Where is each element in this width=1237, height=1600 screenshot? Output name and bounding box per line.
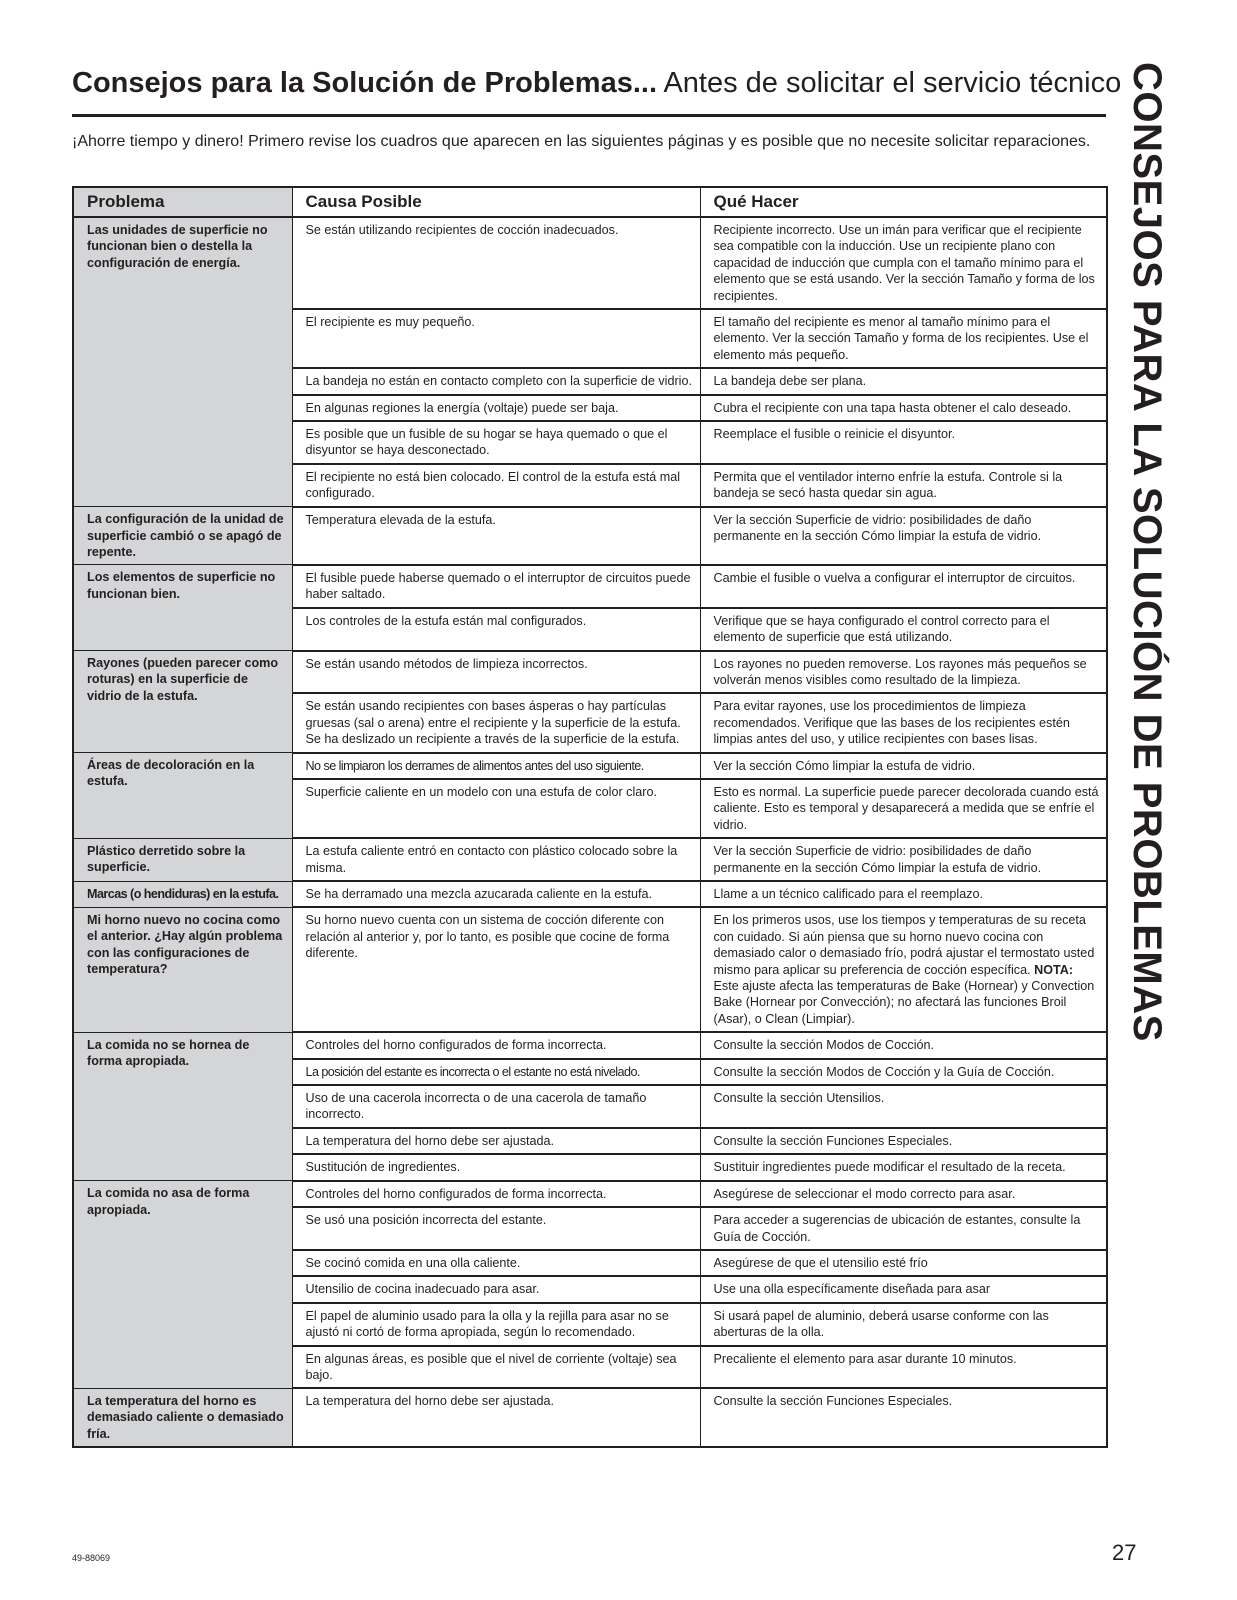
- header-que-hacer: Qué Hacer: [700, 187, 1107, 217]
- action-cell: Precaliente el elemento para asar durante 10 minutos.: [700, 1346, 1107, 1389]
- cause-cell: La temperatura del horno debe ser ajustada.: [292, 1388, 700, 1447]
- action-cell: Consulte la sección Funciones Especiales.: [700, 1128, 1107, 1154]
- action-text: Este ajuste afecta las temperaturas de Bake (Hornear) y Convection Bake (Hornear por Convección); no afectará las funciones Broil (Asar), o Clean (Limpiar).: [713, 979, 1095, 1026]
- table-row: [73, 651, 1107, 694]
- troubleshooting-table: [72, 186, 1108, 1448]
- cause-cell: La bandeja no están en contacto completo con la superficie de vidrio.: [292, 368, 700, 394]
- cause-cell: Es posible que un fusible de su hogar se haya quemado o que el disyuntor se haya desconectado.: [292, 421, 700, 464]
- page-title: [72, 64, 1122, 102]
- cause-cell: Sustitución de ingredientes.: [292, 1154, 700, 1180]
- action-cell: Para evitar rayones, use los procedimientos de limpieza recomendados. Verifique que las bases de los recipientes estén limpias antes del uso, y utilice recipientes con bases lisas.: [700, 693, 1107, 752]
- action-cell: Ver la sección Superficie de vidrio: posibilidades de daño permanente en la sección Cómo limpiar la estufa de vidrio.: [700, 507, 1107, 565]
- cause-cell: El fusible puede haberse quemado o el interruptor de circuitos puede haber saltado.: [292, 565, 700, 608]
- action-cell: Use una olla específicamente diseñada para asar: [700, 1276, 1107, 1302]
- table-row: [73, 838, 1107, 881]
- problem-cell: Las unidades de superficie no funcionan bien o destella la configuración de energía.: [73, 217, 292, 507]
- problem-cell: La temperatura del horno es demasiado caliente o demasiado fría.: [73, 1388, 292, 1447]
- cause-cell: El papel de aluminio usado para la olla y la rejilla para asar no se ajustó ni cortó de forma apropiada, según lo recomendado.: [292, 1303, 700, 1346]
- action-cell: Para acceder a sugerencias de ubicación de estantes, consulte la Guía de Cocción.: [700, 1207, 1107, 1250]
- page-number: 27: [1112, 1540, 1137, 1565]
- problem-cell: Plástico derretido sobre la superficie.: [73, 838, 292, 881]
- action-cell: Los rayones no pueden removerse. Los rayones más pequeños se volverán menos visibles como resultado de la limpieza.: [700, 651, 1107, 694]
- cause-cell: Superficie caliente en un modelo con una estufa de color claro.: [292, 779, 700, 838]
- action-cell: Ver la sección Cómo limpiar la estufa de vidrio.: [700, 753, 1107, 779]
- action-note-label: NOTA:: [1034, 962, 1074, 977]
- page-title-rest: Antes de solicitar el servicio técnico: [657, 67, 1122, 99]
- action-cell: Permita que el ventilador interno enfríe la estufa. Controle si la bandeja se secó hasta quedar sin agua.: [700, 464, 1107, 507]
- cause-cell: Los controles de la estufa están mal configurados.: [292, 608, 700, 651]
- table-row: [73, 881, 1107, 907]
- action-cell: Reemplace el fusible o reinicie el disyuntor.: [700, 421, 1107, 464]
- action-cell: [700, 907, 1107, 1032]
- problem-cell: La comida no asa de forma apropiada.: [73, 1181, 292, 1389]
- problem-cell: Marcas (o hendiduras) en la estufa.: [73, 881, 292, 907]
- title-divider: [72, 114, 1106, 117]
- problem-cell: Los elementos de superficie no funcionan bien.: [73, 565, 292, 651]
- cause-cell: En algunas regiones la energía (voltaje) puede ser baja.: [292, 395, 700, 421]
- header-problema: Problema: [73, 187, 292, 217]
- table-row: [73, 217, 1107, 309]
- action-cell: Asegúrese de seleccionar el modo correcto para asar.: [700, 1181, 1107, 1207]
- cause-cell: El recipiente no está bien colocado. El control de la estufa está mal configurado.: [292, 464, 700, 507]
- problem-cell: La comida no se hornea de forma apropiada.: [73, 1032, 292, 1180]
- cause-cell: Se están usando recipientes con bases ásperas o hay partículas gruesas (sal o arena) entre el recipiente y la superficie de la estufa. Se ha deslizado un recipiente a través de la superficie de la estufa.: [292, 693, 700, 752]
- action-cell: Verifique que se haya configurado el control correcto para el elemento de superficie que está utilizando.: [700, 608, 1107, 651]
- action-cell: Si usará papel de aluminio, deberá usarse conforme con las aberturas de la olla.: [700, 1303, 1107, 1346]
- table-row: [73, 753, 1107, 779]
- problem-cell: Rayones (pueden parecer como roturas) en la superficie de vidrio de la estufa.: [73, 651, 292, 753]
- table-row: [73, 907, 1107, 1032]
- action-cell: Cambie el fusible o vuelva a configurar el interruptor de circuitos.: [700, 565, 1107, 608]
- action-cell: Cubra el recipiente con una tapa hasta obtener el calo deseado.: [700, 395, 1107, 421]
- action-cell: Consulte la sección Modos de Cocción.: [700, 1032, 1107, 1058]
- cause-cell: Se usó una posición incorrecta del estante.: [292, 1207, 700, 1250]
- cause-cell: Temperatura elevada de la estufa.: [292, 507, 700, 565]
- action-cell: El tamaño del recipiente es menor al tamaño mínimo para el elemento. Ver la sección Tamaño y forma de los recipientes. Use el elemento más pequeño.: [700, 309, 1107, 368]
- action-cell: Consulte la sección Modos de Cocción y la Guía de Cocción.: [700, 1059, 1107, 1085]
- cause-cell: La posición del estante es incorrecta o el estante no está nivelado.: [292, 1059, 700, 1085]
- action-cell: Sustituir ingredientes puede modificar el resultado de la receta.: [700, 1154, 1107, 1180]
- cause-cell: Se están usando métodos de limpieza incorrectos.: [292, 651, 700, 694]
- header-causa-posible: Causa Posible: [292, 187, 700, 217]
- cause-cell: La estufa caliente entró en contacto con plástico colocado sobre la misma.: [292, 838, 700, 881]
- cause-cell: El recipiente es muy pequeño.: [292, 309, 700, 368]
- cause-cell: Utensilio de cocina inadecuado para asar.: [292, 1276, 700, 1302]
- cause-cell: Se cocinó comida en una olla caliente.: [292, 1250, 700, 1276]
- table-row: [73, 1032, 1107, 1058]
- table-row: [73, 565, 1107, 608]
- problem-cell: La configuración de la unidad de superficie cambió o se apagó de repente.: [73, 507, 292, 565]
- cause-cell: Uso de una cacerola incorrecta o de una cacerola de tamaño incorrecto.: [292, 1085, 700, 1128]
- action-cell: Ver la sección Superficie de vidrio: posibilidades de daño permanente en la sección Cómo limpiar la estufa de vidrio.: [700, 838, 1107, 881]
- intro-text: ¡Ahorre tiempo y dinero! Primero revise los cuadros que aparecen en las siguientes páginas y es posible que no necesite solicitar reparaciones.: [72, 133, 1091, 150]
- cause-cell: Se están utilizando recipientes de cocción inadecuados.: [292, 217, 700, 309]
- cause-cell: Controles del horno configurados de forma incorrecta.: [292, 1032, 700, 1058]
- problem-cell: Áreas de decoloración en la estufa.: [73, 753, 292, 839]
- problem-cell: Mi horno nuevo no cocina como el anterior. ¿Hay algún problema con las configuraciones de temperatura?: [73, 907, 292, 1032]
- page-title-bold: Consejos para la Solución de Problemas...: [72, 67, 657, 99]
- cause-cell: La temperatura del horno debe ser ajustada.: [292, 1128, 700, 1154]
- cause-cell: No se limpiaron los derrames de alimentos antes del uso siguiente.: [292, 753, 700, 779]
- cause-cell: Su horno nuevo cuenta con un sistema de cocción diferente con relación al anterior y, por lo tanto, es posible que cocine de forma diferente.: [292, 907, 700, 1032]
- document-code: 49-88069: [72, 1553, 111, 1563]
- action-text: En los primeros usos, use los tiempos y temperaturas de su receta con cuidado. Si aún piensa que su horno nuevo cocina con demasiado calor o demasiado frío, podrá ajustar el termostato usted mismo para aplicar su preferencia de cocción específica.: [713, 913, 1095, 977]
- table-row: [73, 507, 1107, 565]
- action-cell: Esto es normal. La superficie puede parecer decolorada cuando está caliente. Esto es temporal y desaparecerá a medida que se enfríe el vidrio.: [700, 779, 1107, 838]
- cause-cell: Controles del horno configurados de forma incorrecta.: [292, 1181, 700, 1207]
- cause-cell: En algunas áreas, es posible que el nivel de corriente (voltaje) sea bajo.: [292, 1346, 700, 1389]
- action-cell: Llame a un técnico calificado para el reemplazo.: [700, 881, 1107, 907]
- action-cell: Consulte la sección Funciones Especiales.: [700, 1388, 1107, 1447]
- table-body: [73, 217, 1107, 1447]
- table-row: [73, 1181, 1107, 1207]
- action-cell: Consulte la sección Utensilios.: [700, 1085, 1107, 1128]
- side-section-title: CONSEJOS PARA LA SOLUCIÓN DE PROBLEMAS: [1125, 62, 1169, 1042]
- cause-cell: Se ha derramado una mezcla azucarada caliente en la estufa.: [292, 881, 700, 907]
- action-cell: Recipiente incorrecto. Use un imán para verificar que el recipiente sea compatible con la inducción. Use un recipiente plano con capacidad de inducción que cumpla con el tamaño mínimo para el elemento que se está usando. Ver la sección Tamaño y forma de los recipientes.: [700, 217, 1107, 309]
- action-cell: Asegúrese de que el utensilio esté frío: [700, 1250, 1107, 1276]
- action-cell: La bandeja debe ser plana.: [700, 368, 1107, 394]
- table-header-row: [73, 187, 1107, 217]
- table-row: [73, 1388, 1107, 1447]
